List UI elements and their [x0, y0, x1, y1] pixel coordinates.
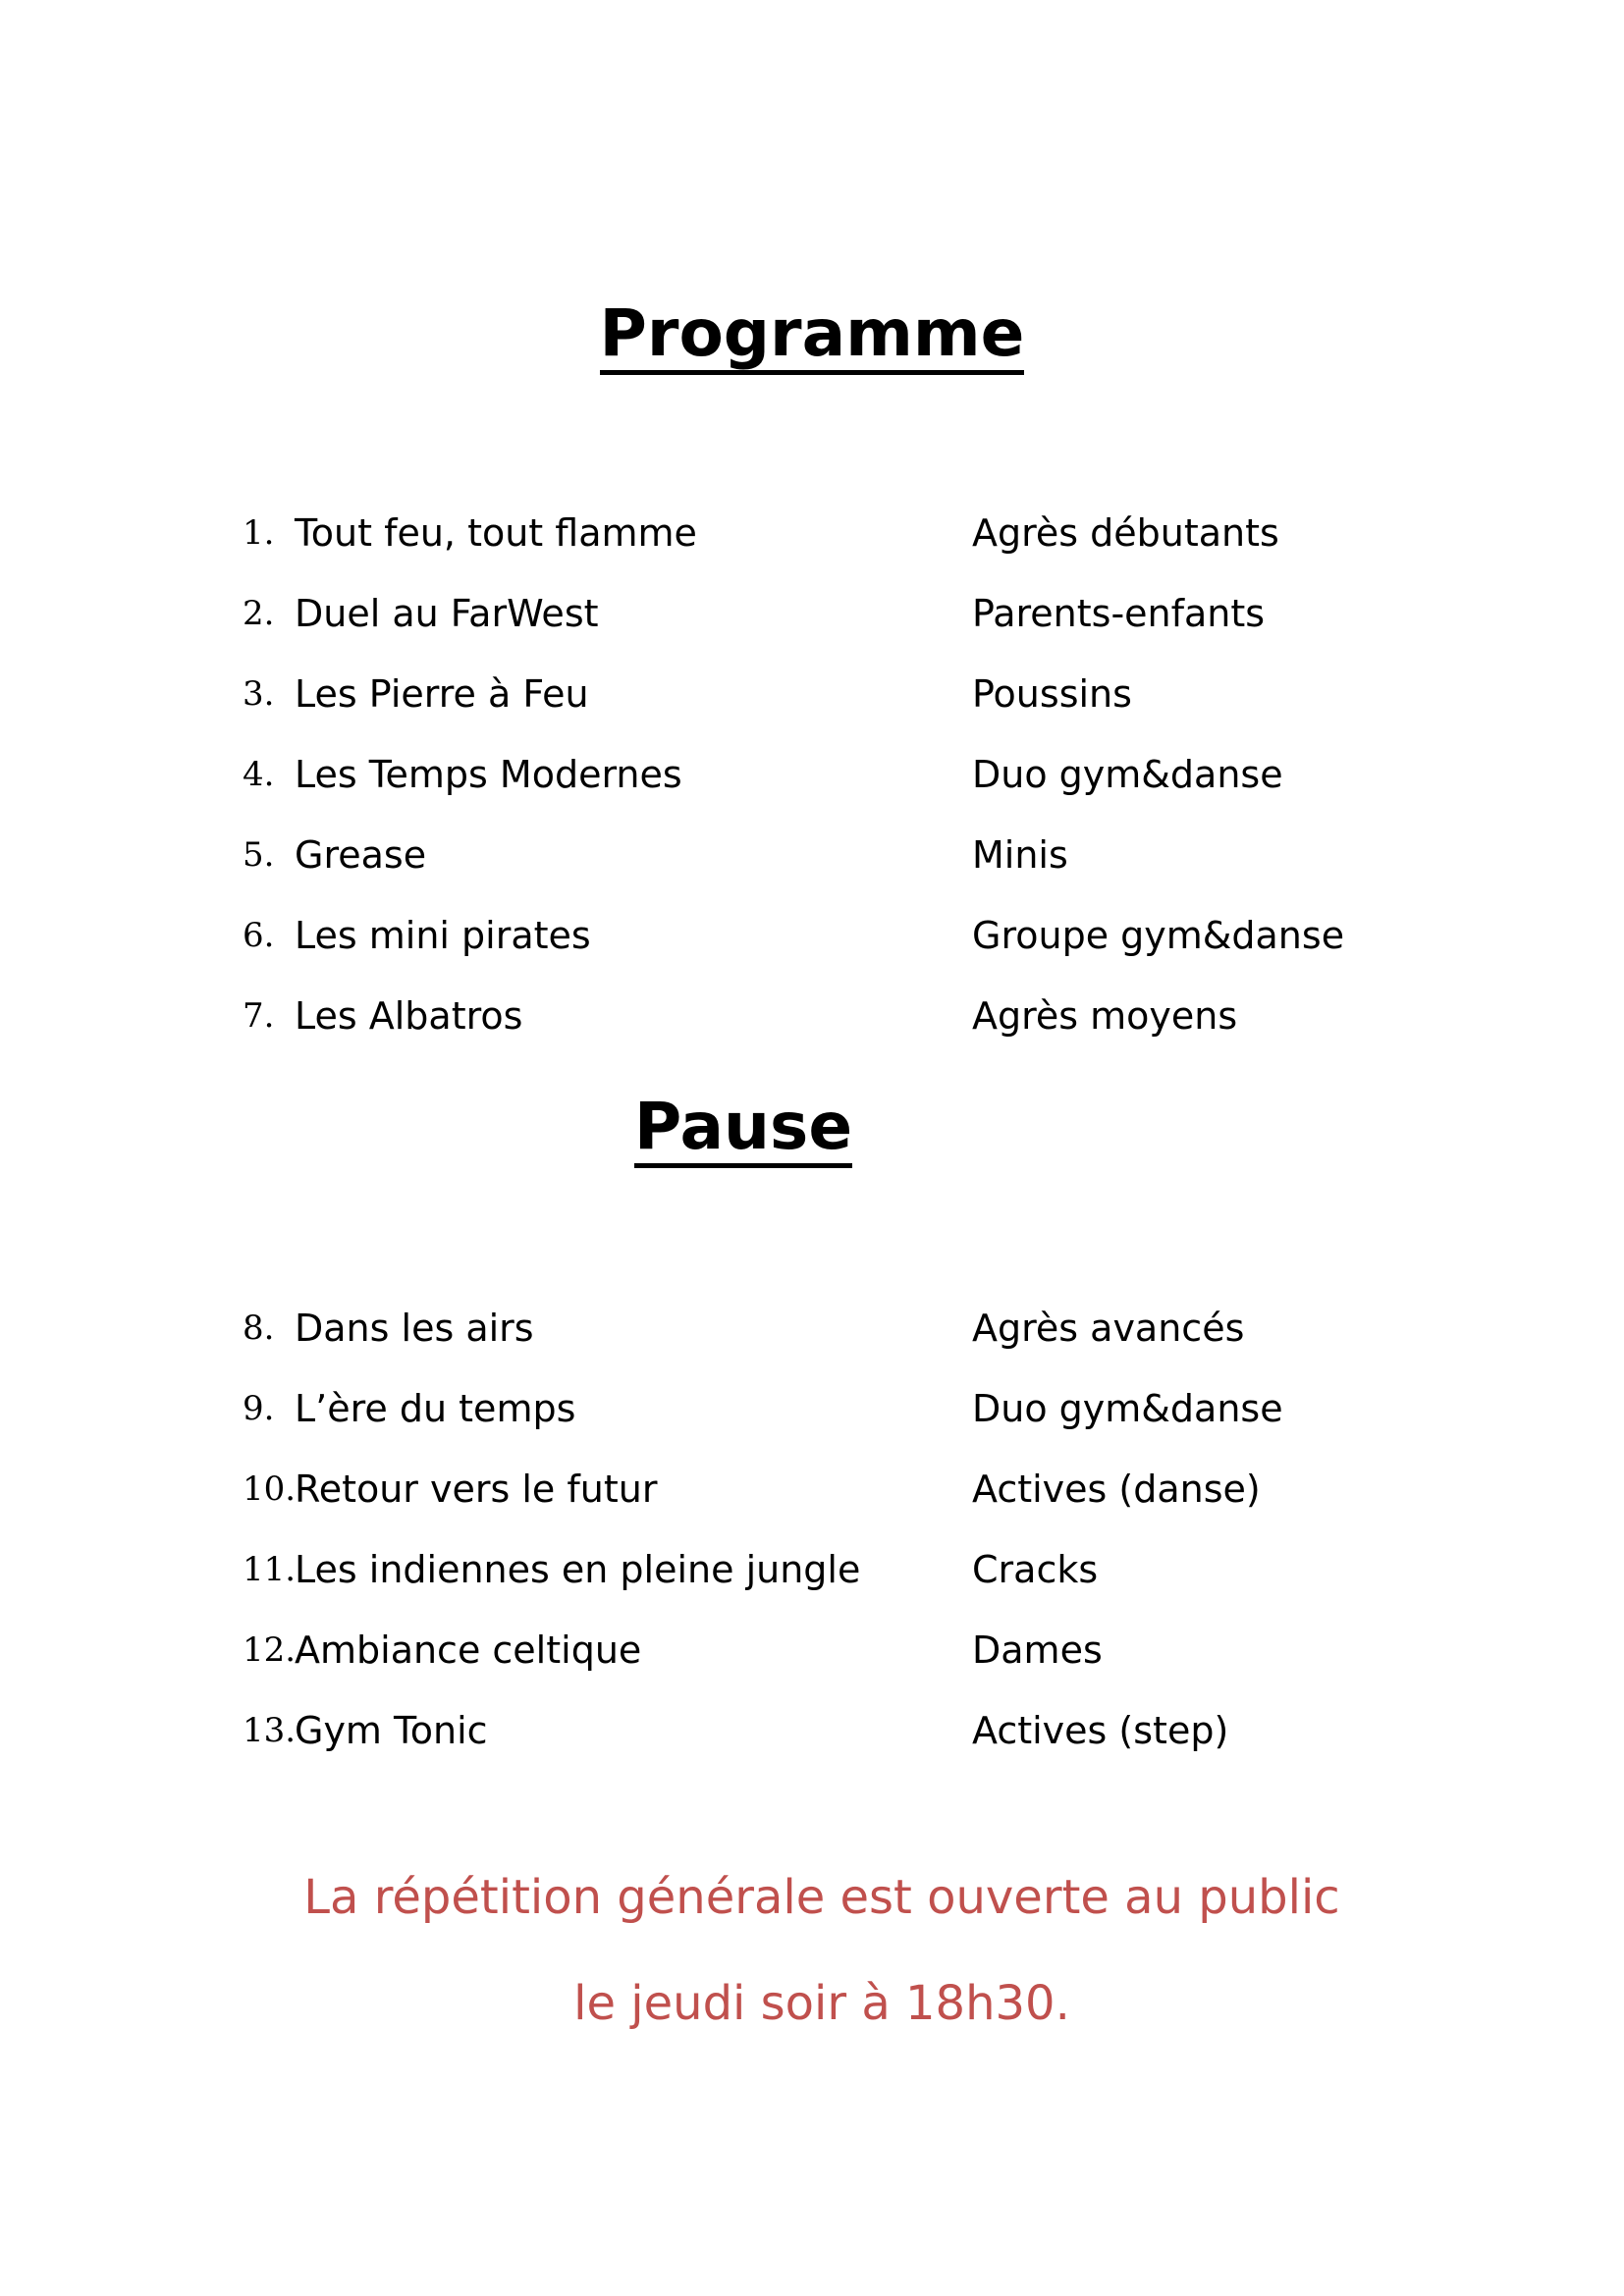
group-name: Poussins	[972, 672, 1132, 716]
item-number: 2.	[243, 594, 275, 633]
group-name: Groupe gym&danse	[972, 914, 1345, 957]
list-item	[0, 1701, 1624, 1782]
item-number: 11.	[243, 1550, 297, 1589]
list-item	[0, 826, 1624, 906]
program-list-second-part	[0, 1299, 1624, 1782]
group-name: Dames	[972, 1629, 1103, 1672]
act-name: Les mini pirates	[295, 914, 591, 957]
act-name: Les indiennes en pleine jungle	[295, 1548, 861, 1591]
group-name: Parents-enfants	[972, 592, 1266, 635]
group-name: Agrès débutants	[972, 511, 1279, 555]
item-number: 1.	[243, 513, 275, 553]
act-name: Grease	[295, 833, 427, 877]
act-name: Les Pierre à Feu	[295, 672, 589, 716]
act-name: Tout feu, tout flamme	[295, 511, 697, 555]
list-item	[0, 745, 1624, 826]
group-name: Actives (step)	[972, 1709, 1229, 1752]
list-item	[0, 1299, 1624, 1379]
act-name: Ambiance celtique	[295, 1629, 642, 1672]
list-item	[0, 584, 1624, 665]
act-name: Dans les airs	[295, 1307, 534, 1350]
group-name: Duo gym&danse	[972, 1387, 1283, 1430]
group-name: Agrès avancés	[972, 1307, 1245, 1350]
rehearsal-note-line-2: le jeudi soir à 18h30.	[573, 1976, 1070, 2031]
item-number: 5.	[243, 835, 275, 875]
program-list-first-part	[0, 504, 1624, 1067]
list-item	[0, 504, 1624, 584]
list-item	[0, 1621, 1624, 1701]
act-name: Retour vers le futur	[295, 1468, 658, 1511]
item-number: 6.	[243, 916, 275, 955]
group-name: Cracks	[972, 1548, 1099, 1591]
item-number: 10.	[243, 1469, 297, 1509]
list-item	[0, 1460, 1624, 1540]
group-name: Actives (danse)	[972, 1468, 1261, 1511]
page-title	[0, 294, 1624, 375]
rehearsal-note-line-1: La répétition générale est ouverte au public	[303, 1870, 1340, 1925]
pause-heading: Pause	[634, 1093, 852, 1168]
item-number: 4.	[243, 755, 275, 794]
item-number: 13.	[243, 1711, 297, 1750]
item-number: 3.	[243, 674, 275, 714]
list-item	[0, 987, 1624, 1067]
group-name: Minis	[972, 833, 1068, 877]
list-item	[0, 1379, 1624, 1460]
act-name: Les Albatros	[295, 994, 523, 1038]
group-name: Duo gym&danse	[972, 753, 1283, 796]
act-name: L’ère du temps	[295, 1387, 576, 1430]
pause-title	[0, 1088, 1555, 1168]
item-number: 7.	[243, 996, 275, 1036]
act-name: Les Temps Modernes	[295, 753, 682, 796]
list-item	[0, 906, 1624, 987]
list-item	[0, 1540, 1624, 1621]
act-name: Duel au FarWest	[295, 592, 599, 635]
item-number: 8.	[243, 1308, 275, 1348]
programme-heading: Programme	[600, 299, 1025, 375]
group-name: Agrès moyens	[972, 994, 1238, 1038]
list-item	[0, 665, 1624, 745]
item-number: 12.	[243, 1630, 297, 1670]
item-number: 9.	[243, 1389, 275, 1428]
act-name: Gym Tonic	[295, 1709, 488, 1752]
